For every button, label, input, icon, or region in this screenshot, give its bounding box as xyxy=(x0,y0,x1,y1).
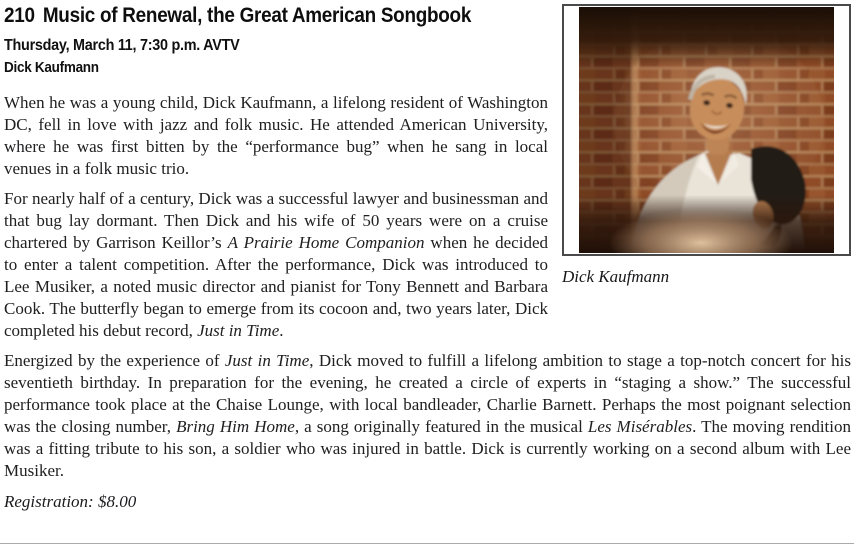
body-paragraph: For nearly half of a century, Dick was a successful lawyer and businessman and that bug lay dormant. Then Dick and his wife of 50 years were on a cruise chartered by Garrison Keillor’s A Prairie Home Companion when he decided to enter a talent competition. After the performance, Dick was introduced to Lee Musiker, a noted music director and pianist for Tony Bennett and Barbara Cook. The butterfly began to emerge from its cocoon and, two years later, Dick completed his debut record, Just in Time. xyxy=(4,189,549,340)
dick-kaufmann-photo xyxy=(579,7,834,253)
instructor-name: Dick Kaufmann xyxy=(4,59,99,76)
course-number: 210 xyxy=(4,4,35,27)
bottom-divider xyxy=(0,543,854,544)
event-photo-figure xyxy=(562,4,851,287)
body-paragraph: Energized by the experience of Just in Time, Dick moved to fulfill a lifelong ambition to stage a top-notch concert for his seventieth birthday. In preparation for the evening, he created a circle of experts in “staging a show.” The successful performance took place at the Chaise Lounge, with local bandleader, Charlie Barnett. Perhaps the most poignant selection was the closing number, Bring Him Home, a song originally featured in the musical Les Misérables. The moving rendition was a fitting tribute to his son, a soldier who was injured in battle. Dick is currently working on a second album with Lee Musiker. xyxy=(4,351,851,480)
body-paragraph: When he was a young child, Dick Kaufmann, a lifelong resident of Washington DC, fell in love with jazz and folk music. He attended American University, where he was first bitten by the “performance bug” when he sang in local venues in a folk music trio. xyxy=(4,93,548,178)
course-title: Music of Renewal, the Great American Songbook xyxy=(42,4,472,27)
photo-caption: Dick Kaufmann xyxy=(562,267,670,286)
event-datetime: Thursday, March 11, 7:30 p.m. AVTV xyxy=(4,37,240,54)
registration-fee: Registration: $8.00 xyxy=(4,492,137,511)
photo-frame xyxy=(562,4,851,256)
